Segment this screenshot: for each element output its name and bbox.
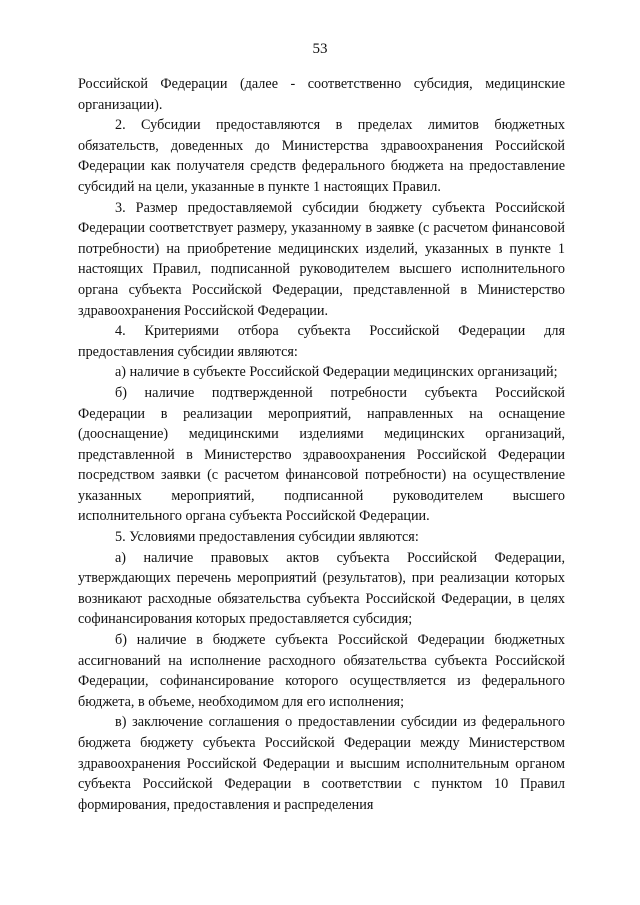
paragraph-item-5c: в) заключение соглашения о предоставлении субсидии из федерального бюджета бюджету субъекта Российской Федерации между Министерством здравоохранения Российской Федерации и высшим исполнительным органом субъекта Российской Федерации в соответствии с пунктом 10 Правил формирования, предоставления и распределения [78, 714, 565, 813]
page-number: 53 [312, 41, 328, 57]
paragraph-item-4: 4. Критериями отбора субъекта Российской Федерации для предоставления субсидии являются: [78, 323, 565, 360]
paragraph-item-5b: б) наличие в бюджете субъекта Российской Федерации бюджетных ассигнований на исполнение расходного обязательства субъекта Российской Федерации, софинансирование которого осуществляется из федерального бюджета, в объеме, необходимом для его исполнения; [78, 632, 565, 710]
paragraph-continuation: Российской Федерации (далее - соответственно субсидия, медицинские организации). [78, 76, 565, 113]
paragraph-item-5: 5. Условиями предоставления субсидии являются: [115, 529, 419, 546]
document-body [78, 74, 565, 815]
paragraph-item-4b: б) наличие подтвержденной потребности субъекта Российской Федерации в реализации мероприятий, направленных на оснащение (дооснащение) медицинскими изделиями медицинских организаций, представленной в Министерство здравоохранения Российской Федерации посредством заявки (с расчетом финансовой потребности) на осуществление указанных мероприятий, подписанной руководителем высшего исполнительного органа субъекта Российской Федерации. [78, 384, 565, 525]
paragraph-item-4a: а) наличие в субъекте Российской Федерации медицинских организаций; [115, 364, 558, 381]
paragraph-item-5a: а) наличие правовых актов субъекта Российской Федерации, утверждающих перечень мероприятий (результатов), при реализации которых возникают расходные обязательства субъекта Российской Федерации, в целях софинансирования которых предоставляется субсидия; [78, 549, 565, 628]
paragraph-item-3: 3. Размер предоставляемой субсидии бюджету субъекта Российской Федерации соответствует размеру, указанному в заявке (с расчетом финансовой потребности) на приобретение медицинских изделий, указанных в пункте 1 настоящих Правил, подписанной руководителем высшего исполнительного органа субъекта Российской Федерации, представленной в Министерство здравоохранения Российской Федерации. [78, 199, 565, 319]
paragraph-item-2: 2. Субсидии предоставляются в пределах лимитов бюджетных обязательств, доведенных до Министерства здравоохранения Российской Федерации как получателя средств федерального бюджета на предоставление субсидий на цели, указанные в пункте 1 настоящих Правил. [78, 117, 565, 195]
